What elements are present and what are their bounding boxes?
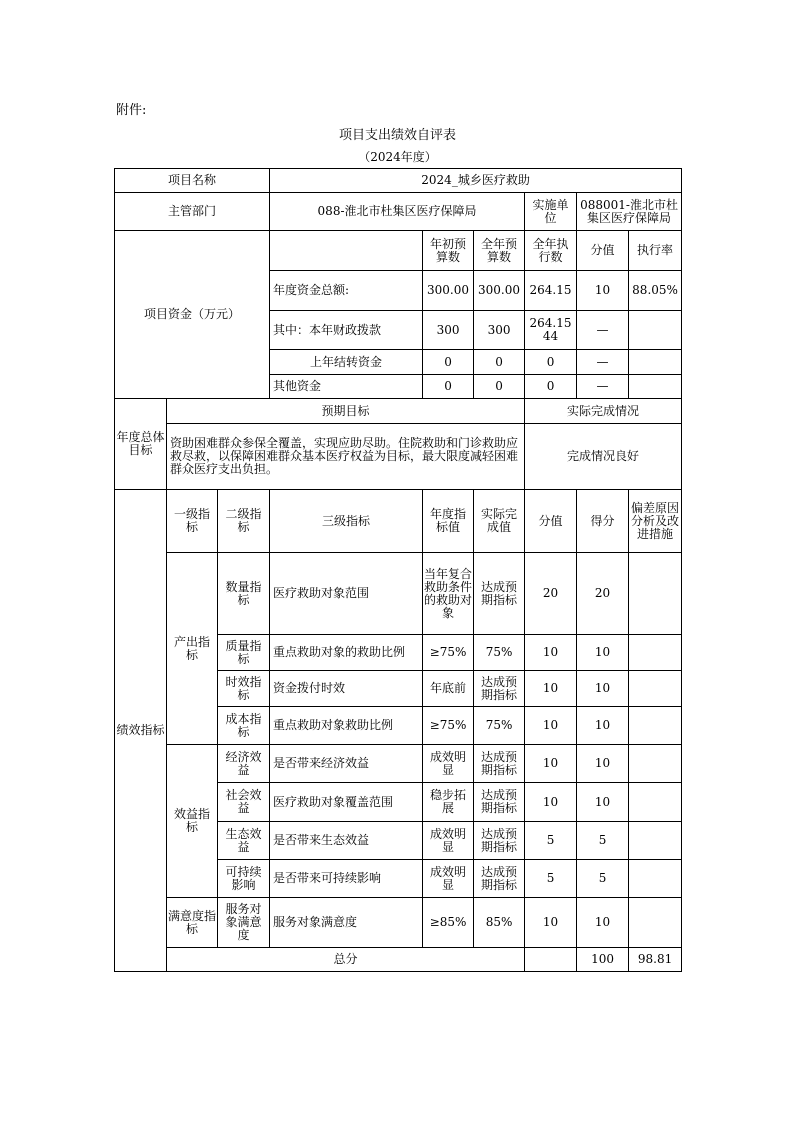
- funds-row-name: 其他资金: [270, 375, 423, 399]
- score-cell: 10: [577, 898, 629, 948]
- target-cell: 成效明显: [423, 745, 474, 783]
- funds-row-name: 上年结转资金: [270, 350, 423, 375]
- level2-cell: 社会效益: [218, 783, 270, 822]
- impl-unit-value: 088001-淮北市杜集区医疗保障局: [577, 193, 682, 231]
- target-cell: 稳步拓展: [423, 783, 474, 822]
- level3-cell: 资金拨付时效: [270, 671, 423, 707]
- target-cell: ≥75%: [423, 707, 474, 745]
- funds-row-initial: 0: [423, 375, 474, 399]
- score-value-cell: 10: [525, 745, 577, 783]
- funds-row-initial: 0: [423, 350, 474, 375]
- score-value-cell: 10: [525, 671, 577, 707]
- level3-cell: 医疗救助对象覆盖范围: [270, 783, 423, 822]
- score-value-cell: 20: [525, 553, 577, 635]
- performance-evaluation-table: [114, 168, 682, 972]
- funds-header-rate: 执行率: [629, 231, 682, 271]
- project-name-row: [115, 169, 682, 193]
- level3-cell: 是否带来可持续影响: [270, 860, 423, 898]
- score-cell: 20: [577, 553, 629, 635]
- score-value-cell: 5: [525, 822, 577, 860]
- indicator-row: [115, 745, 682, 783]
- funds-row-rate: [629, 311, 682, 350]
- target-cell: 成效明显: [423, 860, 474, 898]
- header-level1: 一级指标: [167, 490, 218, 553]
- funds-row-score-value: —: [577, 375, 629, 399]
- deviation-cell: [629, 635, 682, 671]
- funds-row-score-value: —: [577, 350, 629, 375]
- level3-cell: 医疗救助对象范围: [270, 553, 423, 635]
- funds-label: 项目资金（万元）: [115, 231, 270, 399]
- total-row: [115, 948, 682, 972]
- department-label: 主管部门: [115, 193, 270, 231]
- level2-cell: 成本指标: [218, 707, 270, 745]
- actual-cell: 达成预期指标: [474, 822, 525, 860]
- score-cell: 5: [577, 822, 629, 860]
- indicator-row: [115, 898, 682, 948]
- actual-cell: 75%: [474, 707, 525, 745]
- actual-cell: 75%: [474, 635, 525, 671]
- funds-row-score-value: —: [577, 311, 629, 350]
- indicator-row: [115, 553, 682, 635]
- funds-row-full-year: 0: [474, 350, 525, 375]
- satisfaction-indicator-label: 满意度指标: [167, 898, 218, 948]
- target-cell: 年底前: [423, 671, 474, 707]
- header-actual: 实际完成值: [474, 490, 525, 553]
- score-value-cell: 10: [525, 898, 577, 948]
- level3-cell: 重点救助对象的救助比例: [270, 635, 423, 671]
- department-row: [115, 193, 682, 231]
- actual-cell: 85%: [474, 898, 525, 948]
- score-value-cell: 5: [525, 860, 577, 898]
- total-score-value: 100: [577, 948, 629, 972]
- level2-cell: 质量指标: [218, 635, 270, 671]
- level3-cell: 是否带来经济效益: [270, 745, 423, 783]
- score-cell: 10: [577, 635, 629, 671]
- actual-cell: 达成预期指标: [474, 745, 525, 783]
- total-score: 98.81: [629, 948, 682, 972]
- deviation-cell: [629, 671, 682, 707]
- level2-cell: 经济效益: [218, 745, 270, 783]
- funds-row-executed: 264.15: [525, 271, 577, 311]
- deviation-cell: [629, 745, 682, 783]
- header-target: 年度指标值: [423, 490, 474, 553]
- level2-cell: 生态效益: [218, 822, 270, 860]
- actual-cell: 达成预期指标: [474, 860, 525, 898]
- funds-row-name: 其中：本年财政拨款: [270, 311, 423, 350]
- attachment-label: 附件:: [116, 103, 147, 118]
- funds-row-name: 年度资金总额:: [270, 271, 423, 311]
- funds-header-full-year: 全年预算数: [474, 231, 525, 271]
- score-value-cell: 10: [525, 707, 577, 745]
- project-name-value: 2024_城乡医疗救助: [270, 169, 682, 193]
- score-cell: 10: [577, 707, 629, 745]
- level2-cell: 可持续影响: [218, 860, 270, 898]
- deviation-cell: [629, 860, 682, 898]
- funds-row-full-year: 300: [474, 311, 525, 350]
- funds-row-full-year: 0: [474, 375, 525, 399]
- score-value-cell: 10: [525, 783, 577, 822]
- score-cell: 10: [577, 745, 629, 783]
- header-deviation: 偏差原因分析及改进措施: [629, 490, 682, 553]
- funds-row-rate: [629, 350, 682, 375]
- impl-unit-label: 实施单位: [525, 193, 577, 231]
- funds-header-blank: [270, 231, 423, 271]
- funds-header-initial: 年初预算数: [423, 231, 474, 271]
- funds-row-executed: 0: [525, 350, 577, 375]
- level2-cell: 数量指标: [218, 553, 270, 635]
- deviation-cell: [629, 898, 682, 948]
- indicator-header-row: [115, 490, 682, 553]
- funds-row-score-value: 10: [577, 271, 629, 311]
- funds-row-rate: 88.05%: [629, 271, 682, 311]
- deviation-cell: [629, 553, 682, 635]
- expected-goal-text: 资助困难群众参保全覆盖，实现应助尽助。住院救助和门诊救助应救尽救，以保障困难群众基本医疗权益为目标，最大限度减轻困难群众医疗支出负担。: [167, 424, 525, 490]
- actual-cell: 达成预期指标: [474, 553, 525, 635]
- score-value-cell: 10: [525, 635, 577, 671]
- report-year: （2024年度）: [358, 150, 437, 164]
- funds-row-executed: 264.1544: [525, 311, 577, 350]
- total-label: 总分: [167, 948, 525, 972]
- deviation-cell: [629, 707, 682, 745]
- deviation-cell: [629, 822, 682, 860]
- header-level2: 二级指标: [218, 490, 270, 553]
- target-cell: ≥85%: [423, 898, 474, 948]
- deviation-cell: [629, 783, 682, 822]
- actual-cell: 达成预期指标: [474, 671, 525, 707]
- level3-cell: 是否带来生态效益: [270, 822, 423, 860]
- score-cell: 10: [577, 671, 629, 707]
- funds-header-row: [115, 231, 682, 271]
- target-cell: 当年复合救助条件的救助对象: [423, 553, 474, 635]
- funds-row-initial: 300: [423, 311, 474, 350]
- performance-label: 绩效指标: [115, 490, 167, 972]
- annual-goal-label: 年度总体目标: [115, 399, 167, 490]
- level3-cell: 重点救助对象救助比例: [270, 707, 423, 745]
- expected-goal-header: 预期目标: [167, 399, 525, 424]
- level2-cell: 服务对象满意度: [218, 898, 270, 948]
- score-cell: 5: [577, 860, 629, 898]
- output-indicator-label: 产出指标: [167, 553, 218, 745]
- level2-cell: 时效指标: [218, 671, 270, 707]
- actual-completion-header: 实际完成情况: [525, 399, 682, 424]
- page-title: 项目支出绩效自评表: [338, 128, 456, 143]
- target-cell: 成效明显: [423, 822, 474, 860]
- score-cell: 10: [577, 783, 629, 822]
- header-score: 得分: [577, 490, 629, 553]
- funds-header-executed: 全年执行数: [525, 231, 577, 271]
- actual-completion-text: 完成情况良好: [525, 424, 682, 490]
- total-blank: [525, 948, 577, 972]
- header-level3: 三级指标: [270, 490, 423, 553]
- funds-row-full-year: 300.00: [474, 271, 525, 311]
- funds-header-score-value: 分值: [577, 231, 629, 271]
- benefit-indicator-label: 效益指标: [167, 745, 218, 898]
- funds-row-executed: 0: [525, 375, 577, 399]
- actual-cell: 达成预期指标: [474, 783, 525, 822]
- annual-goal-row: [115, 424, 682, 490]
- target-cell: ≥75%: [423, 635, 474, 671]
- funds-row-rate: [629, 375, 682, 399]
- level3-cell: 服务对象满意度: [270, 898, 423, 948]
- project-name-label: 项目名称: [115, 169, 270, 193]
- funds-row-initial: 300.00: [423, 271, 474, 311]
- header-score-value: 分值: [525, 490, 577, 553]
- department-value: 088-淮北市杜集区医疗保障局: [270, 193, 525, 231]
- annual-goal-header-row: [115, 399, 682, 424]
